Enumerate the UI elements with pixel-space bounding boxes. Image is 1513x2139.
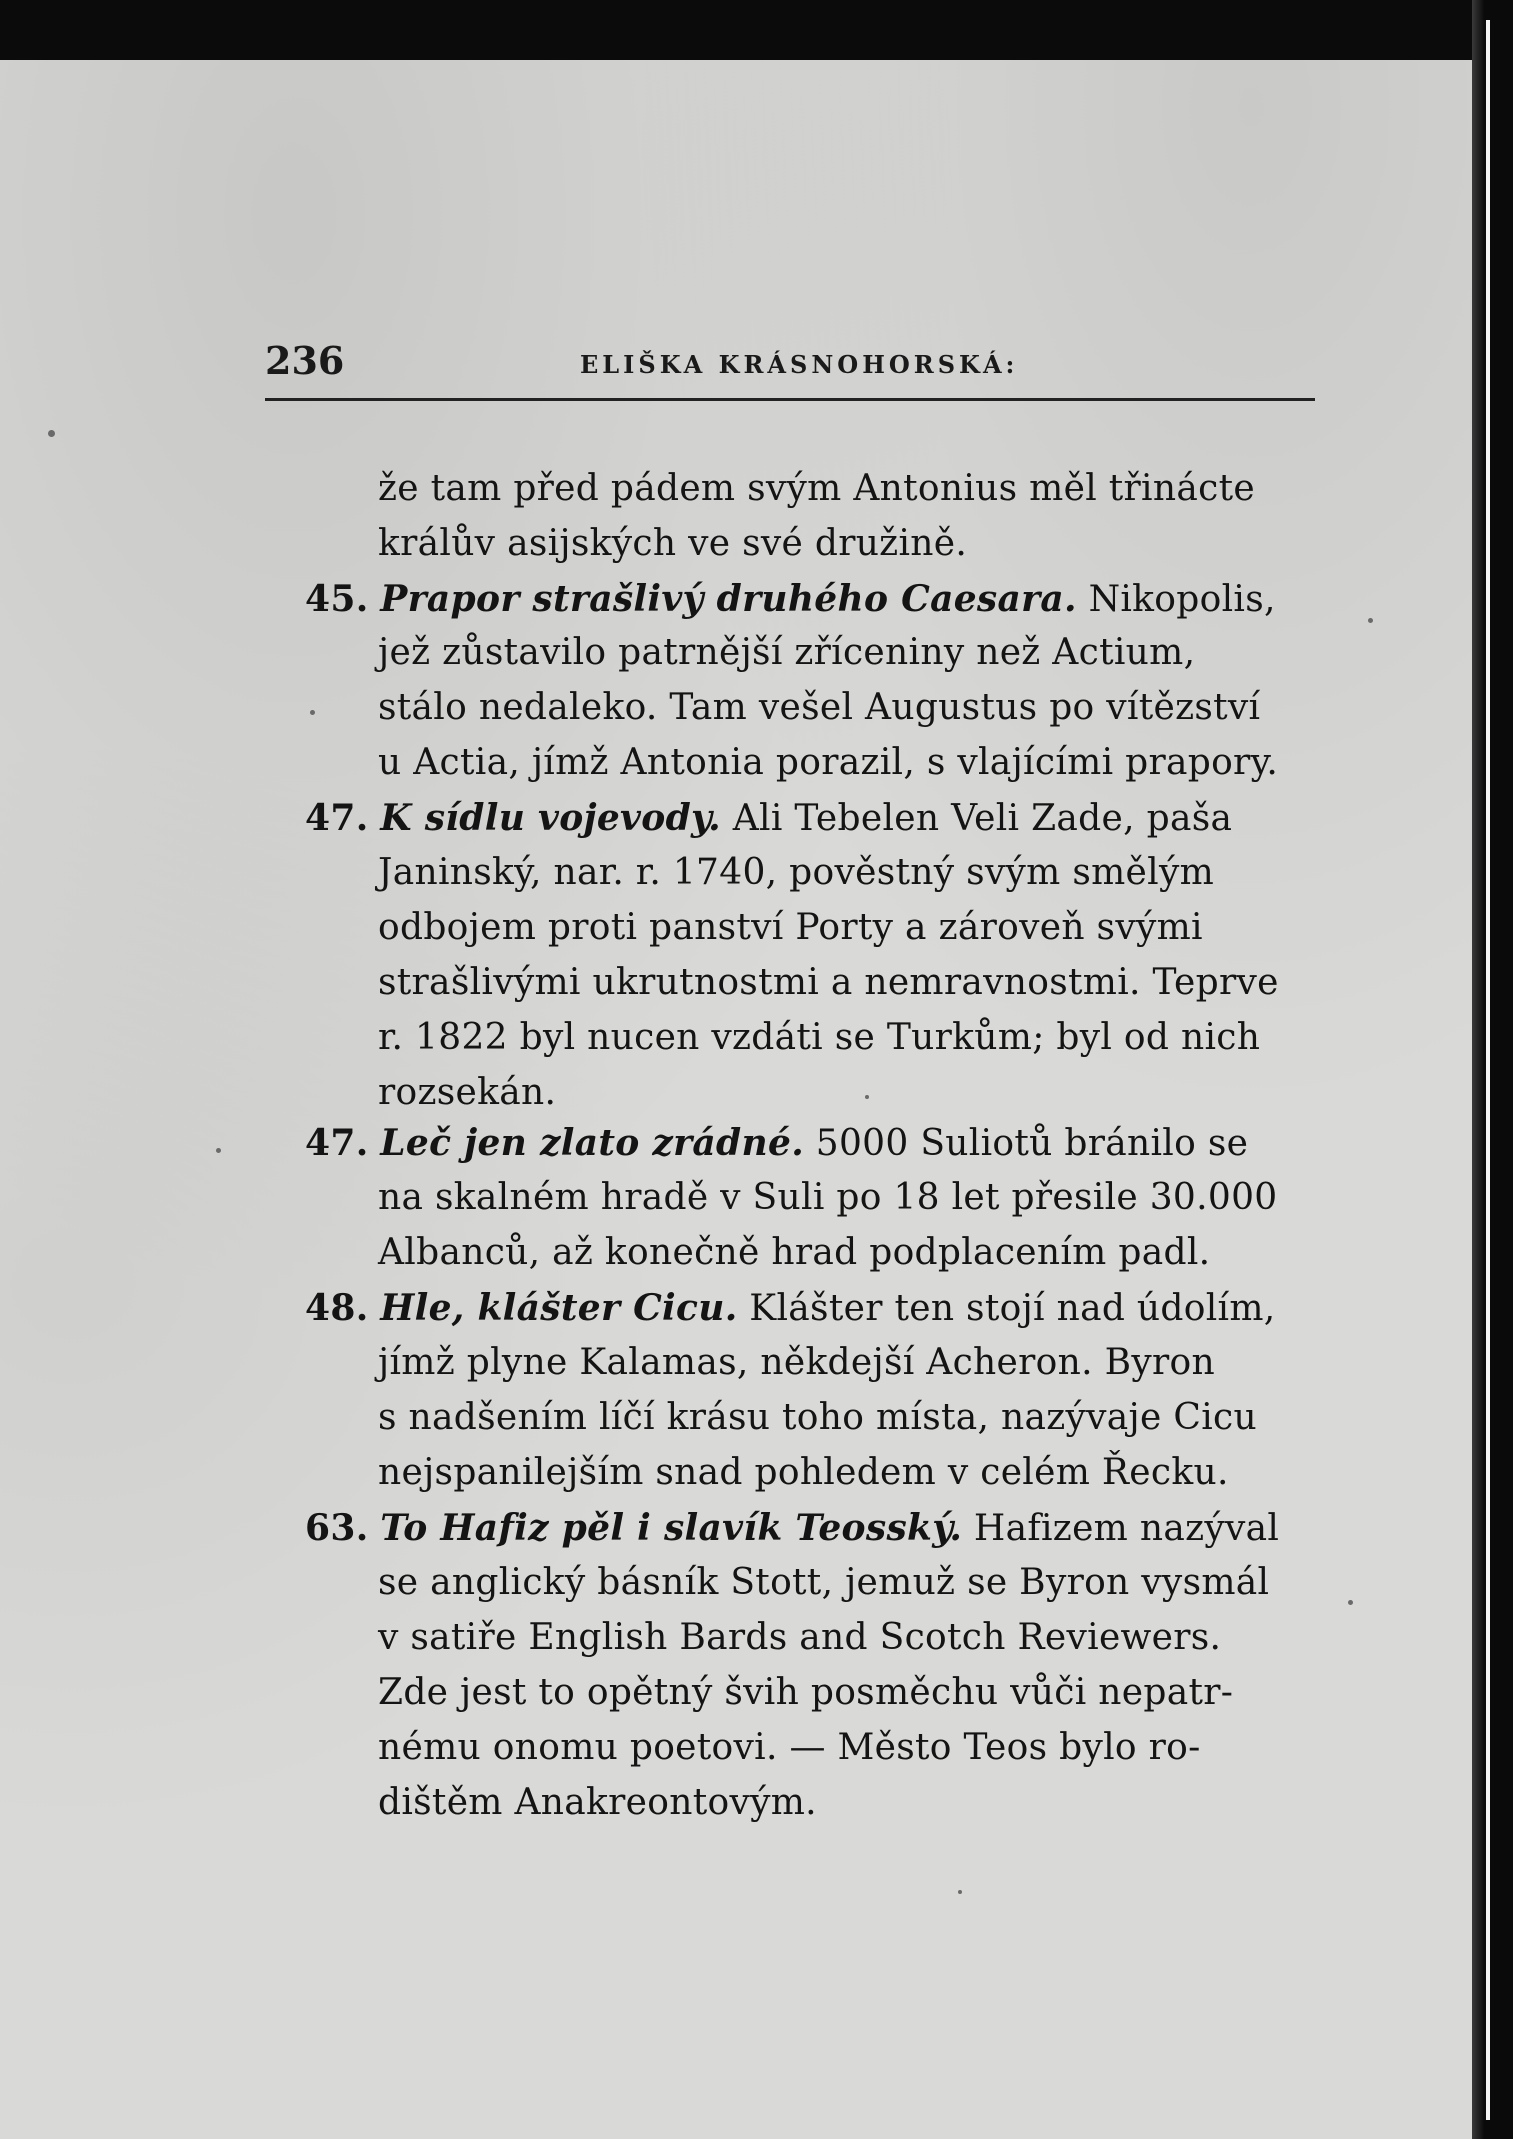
note-48-first-line <box>305 1287 1276 1329</box>
scan-speck <box>310 710 315 715</box>
note-number: 47. <box>305 1122 369 1164</box>
note-lemma: To Hafiz pěl i slavík Teosský. <box>380 1507 963 1549</box>
note-line: stálo nedaleko. Tam vešel Augustus po vítězství <box>378 687 1261 728</box>
note-text: Nikopolis, <box>1076 579 1276 620</box>
note-47-first-line <box>305 797 1232 839</box>
note-line: dištěm Anakreontovým. <box>378 1782 817 1823</box>
scan-speck <box>216 1148 221 1153</box>
note-line: s nadšením líčí krásu toho místa, nazývaje Cicu <box>378 1397 1257 1438</box>
note-line: Janinský, nar. r. 1740, pověstný svým smělým <box>378 852 1215 893</box>
note-line: na skalném hradě v Suli po 18 let přesile 30.000 <box>378 1177 1278 1218</box>
scan-speck <box>1348 1600 1353 1605</box>
note-lemma: Prapor strašlivý druhého Caesara. <box>380 578 1077 620</box>
note-lemma: Leč jen zlato zrádné. <box>380 1122 805 1164</box>
note-number: 48. <box>305 1287 369 1329</box>
note-text: Klášter ten stojí nad údolím, <box>737 1288 1276 1329</box>
note-45-first-line <box>305 578 1276 620</box>
note-line: rozsekán. <box>378 1072 557 1113</box>
note-text: 5000 Suliotů bránilo se <box>804 1123 1249 1164</box>
scan-speck <box>48 430 55 437</box>
note-text: Hafizem nazýval <box>962 1508 1280 1549</box>
header-rule <box>265 398 1315 401</box>
note-line: se anglický básník Stott, jemuž se Byron vysmál <box>378 1562 1270 1603</box>
note-line: Albanců, až konečně hrad podplacením padl. <box>378 1232 1211 1273</box>
note-line: králův asijských ve své družině. <box>378 523 968 564</box>
note-line: u Actia, jímž Antonia porazil, s vlajícími prapory. <box>378 742 1279 783</box>
note-line: Zde jest to opětný švih posměchu vůči nepatr- <box>378 1672 1234 1713</box>
scan-top-border <box>0 0 1472 60</box>
note-number: 45. <box>305 578 369 620</box>
note-lemma: Hle, klášter Cicu. <box>380 1287 738 1329</box>
note-line: jež zůstavilo patrnější zříceniny než Actium, <box>378 632 1196 673</box>
note-text: Ali Tebelen Veli Zade, paša <box>720 798 1233 839</box>
note-line: jímž plyne Kalamas, někdejší Acheron. Byron <box>378 1342 1215 1383</box>
note-line: strašlivými ukrutnostmi a nemravnostmi. Teprve <box>378 962 1279 1003</box>
note-line: odbojem proti panství Porty a zároveň svými <box>378 907 1203 948</box>
note-line: nejspanilejším snad pohledem v celém Řecku. <box>378 1452 1229 1493</box>
scan-speck <box>958 1890 962 1894</box>
note-lemma: K sídlu vojevody. <box>380 797 721 839</box>
note-line: v satiře English Bards and Scotch Reviewers. <box>378 1617 1222 1658</box>
page-header <box>265 338 1315 398</box>
note-line: r. 1822 byl nucen vzdáti se Turkům; byl od nich <box>378 1017 1261 1058</box>
note-number: 63. <box>305 1507 369 1549</box>
scan-speck <box>865 1095 869 1099</box>
note-number: 47. <box>305 797 369 839</box>
note-63-first-line <box>305 1507 1279 1549</box>
page-number: 236 <box>265 338 345 383</box>
running-head: ELIŠKA KRÁSNOHORSKÁ: <box>580 350 1019 379</box>
scan-right-border <box>1472 0 1513 2139</box>
scan-speck <box>1368 618 1373 623</box>
scan-edge-line <box>1486 20 1490 2120</box>
note-47b-first-line <box>305 1122 1248 1164</box>
note-line: nému onomu poetovi. — Město Teos bylo ro- <box>378 1727 1201 1768</box>
note-line: že tam před pádem svým Antonius měl třinácte <box>378 468 1255 509</box>
